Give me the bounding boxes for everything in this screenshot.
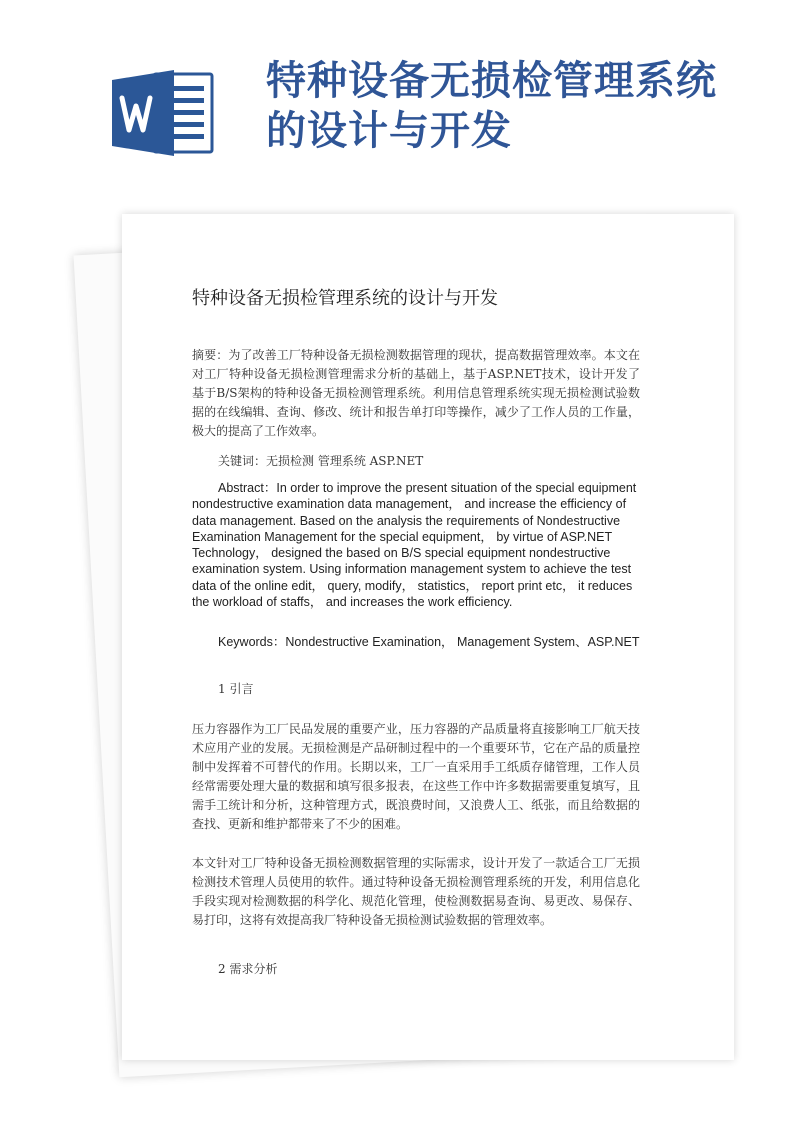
section1-paragraph-2: 本文针对工厂特种设备无损检测数据管理的实际需求，设计开发了一款适合工厂无损检测技术管理人员使用的软件。通过特种设备无损检测管理系统的开发，利用信息化手段实现对检测数据的科学化、规范化管理，使检测数据易查询、易更改、易保存、易打印，这将有效提高我厂特种设备无损检测试验数据的管理效率。 <box>192 856 640 927</box>
page-title: 特种设备无损检管理系统的设计与开发 <box>266 58 717 154</box>
word-icon <box>112 68 214 158</box>
document-title: 特种设备无损检管理系统的设计与开发 <box>192 288 498 309</box>
document-page <box>122 214 734 1060</box>
document-content <box>122 214 734 1060</box>
keywords-en: Keywords：Nondestructive Examination， Management System、ASP.NET <box>218 635 640 649</box>
abstract-en: Abstract：In order to improve the present situation of the special equipment nondestructive examination data management， and increase the efficiency of data management. Based on the analysis the requirements of Nondestructive Examination Management for the special equipment， by virtue of ASP.NET Technology， designed the based on B/S special equipment nondestructive examination system. Using information management system to achieve the test data of the online edit， query, modify， statistics， report print etc， it reduces the workload of staffs， and increases the work efficiency. <box>192 481 637 610</box>
section1-heading: 1 引言 <box>218 682 254 696</box>
section2-heading: 2 需求分析 <box>218 962 278 976</box>
abstract-cn: 摘要：为了改善工厂特种设备无损检测数据管理的现状，提高数据管理效率。本文在对工厂特种设备无损检测管理需求分析的基础上，基于ASP.NET技术，设计开发了基于B/S架构的特种设备无损检测管理系统。利用信息管理系统实现无损检测试验数据的在线编辑、查询、修改、统计和报告单打印等操作，减少了工作人员的工作量，极大的提高了工作效率。 <box>192 348 640 438</box>
keywords-cn: 关键词：无损检测 管理系统 ASP.NET <box>218 454 424 468</box>
section1-paragraph-1: 压力容器作为工厂民品发展的重要产业，压力容器的产品质量将直接影响工厂航天技术应用产业的发展。无损检测是产品研制过程中的一个重要环节，它在产品的质量控制中发挥着不可替代的作用。长期以来，工厂一直采用手工纸质存储管理，工作人员经常需要处理大量的数据和填写很多报表，在这些工作中许多数据需要重复填写，且需手工统计和分析，这种管理方式，既浪费时间，又浪费人工、纸张，而且给数据的查找、更新和维护都带来了不少的困难。 <box>192 722 640 831</box>
